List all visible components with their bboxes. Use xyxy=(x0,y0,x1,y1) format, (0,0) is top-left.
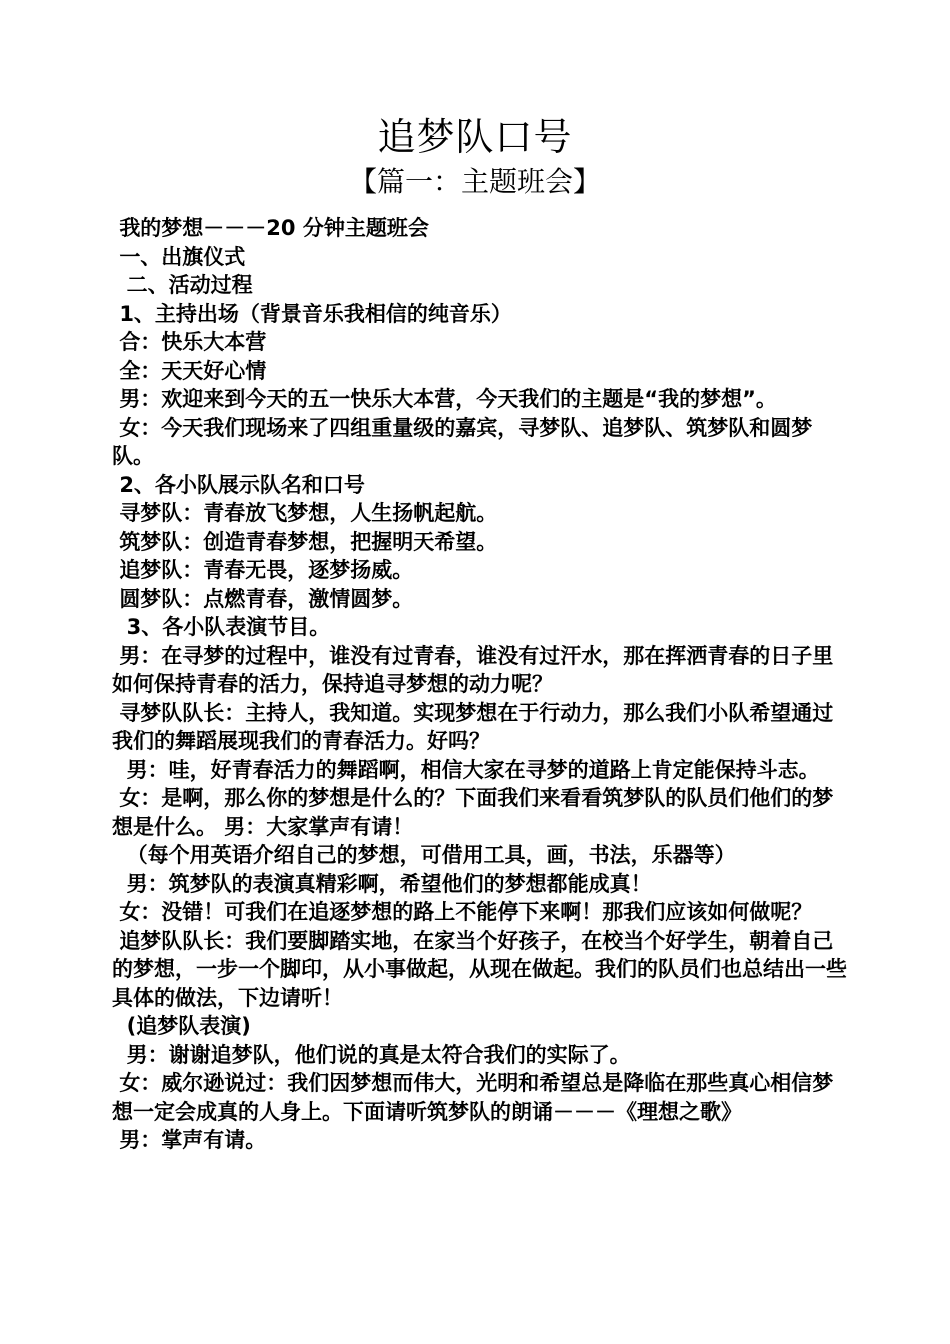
body-line: 女：是啊，那么你的梦想是什么的？下面我们来看看筑梦队的队员们他们的梦想是什么。 男：大家掌声有请！ xyxy=(112,786,834,839)
document-subtitle: 【篇一：主题班会】 xyxy=(348,165,601,198)
body-line: 男：哇，好青春活力的舞蹈啊，相信大家在寻梦的道路上肯定能保持斗志。 xyxy=(112,757,820,782)
body-line: 1、主持出场（背景音乐我相信的纯音乐） xyxy=(112,301,512,326)
body-line: （每个用英语介绍自己的梦想，可借用工具，画，书法，乐器等） xyxy=(112,843,736,867)
body-line: 女：没错！可我们在追逐梦想的路上不能停下来啊！那我们应该如何做呢？ xyxy=(112,900,813,924)
body-line: 我的梦想－－－20 分钟主题班会 xyxy=(112,216,429,240)
document-body xyxy=(112,214,852,1155)
body-line: 男：谢谢追梦队，他们说的真是太符合我们的实际了。 xyxy=(112,1042,631,1067)
body-line: 女：今天我们现场来了四组重量级的嘉宾，寻梦队、追梦队、筑梦队和圆梦队。 xyxy=(112,415,813,468)
body-line: (追梦队表演) xyxy=(112,1014,251,1038)
body-line: 一、出旗仪式 xyxy=(112,244,246,269)
body-line: 全：天天好心情 xyxy=(112,358,267,383)
body-line: 男：在寻梦的过程中，谁没有过青春，谁没有过汗水，那在挥洒青春的日子里如何保持青春的活力，保持追寻梦想的动力呢？ xyxy=(112,643,834,696)
body-line: 男：筑梦队的表演真精彩啊，希望他们的梦想都能成真！ xyxy=(112,871,652,896)
body-line: 追梦队：青春无畏，逐梦扬威。 xyxy=(112,558,414,582)
body-line: 3、各小队表演节目。 xyxy=(112,615,331,639)
body-line: 寻梦队：青春放飞梦想，人生扬帆起航。 xyxy=(112,501,498,525)
body-line: 合：快乐大本营 xyxy=(112,330,267,354)
body-line: 男：欢迎来到今天的五一快乐大本营，今天我们的主题是“我的梦想”。 xyxy=(112,387,777,411)
body-line: 圆梦队：点燃青春，激情圆梦。 xyxy=(112,586,414,611)
body-line: 二、活动过程 xyxy=(112,273,253,297)
document-title: 追梦队口号 xyxy=(377,115,573,159)
body-line: 女：威尔逊说过：我们因梦想而伟大，光明和希望总是降临在那些真心相信梦想一定会成真的人身上。下面请听筑梦队的朗诵－－－《理想之歌》 xyxy=(112,1071,834,1124)
body-line: 筑梦队：创造青春梦想，把握明天希望。 xyxy=(112,529,498,554)
body-line: 寻梦队队长：主持人，我知道。实现梦想在于行动力，那么我们小队希望通过我们的舞蹈展现我们的青春活力。好吗？ xyxy=(112,700,834,753)
body-line: 男：掌声有请。 xyxy=(112,1128,267,1152)
body-line: 追梦队队长：我们要脚踏实地，在家当个好孩子，在校当个好学生，朝着自己的梦想，一步一个脚印，从小事做起，从现在做起。我们的队员们也总结出一些具体的做法，下边请听！ xyxy=(112,928,847,1010)
body-line: 2、各小队展示队名和口号 xyxy=(112,472,365,497)
